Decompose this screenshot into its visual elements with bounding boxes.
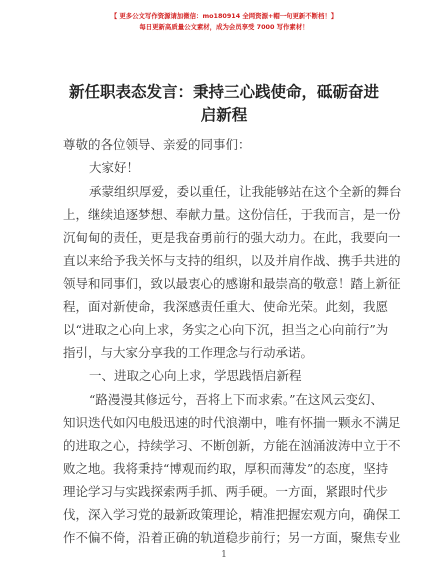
document-title-line-1: 新任职表态发言：秉持三心践使命，砥砺奋进 [68,83,379,101]
section-heading: 一、进取之心向上求，学思践悟启新程 [89,368,302,383]
paragraph-1-line: 上，继续追逐梦想、奉献力量。这份信任，于我而言，是一份 [63,207,401,222]
greeting: 大家好！ [89,160,140,175]
paragraph-2-line: 伐，深入学习党的最新政策理论，精准把握宏观方向，确保工 [63,507,401,522]
salutation: 尊敬的各位领导、亲爱的同事们： [63,137,251,152]
paragraph-2-line: 知识迭代如闪电般迅速的时代浪潮中，唯有怀揣一颗永不满足 [63,415,401,430]
paragraph-1-line: 程，面对新使命，我深感责任重大、使命光荣。此刻，我愿 [63,299,389,314]
paragraph-1-line: 领导和同事们，致以最衷心的感谢和最崇高的敬意！踏上新征 [63,276,401,291]
paragraph-1-line: 以“进取之心向上求，务实之心向下沉，担当之心向前行”为 [63,322,389,337]
page-number: 1 [221,550,227,560]
paragraph-1-line: 沉甸甸的责任，更是我奋勇前行的强大动力。在此，我要向一 [63,230,401,245]
paragraph-2-line: 败之地。我将秉持“博观而约取，厚积而薄发”的态度，坚持 [63,461,389,476]
promo-banner-line-2: 每日更新高质量公文素材，成为会员享受 7000 写作素材！ [139,23,309,31]
paragraph-2-line: 的进取之心，持续学习、不断创新，方能在汹涌波涛中立于不 [63,438,401,453]
paragraph-2-line: 作不偏不倚，沿着正确的轨道稳步前行；另一方面，聚焦专业 [63,530,401,545]
document-title-line-2: 启新程 [200,106,248,124]
paragraph-1-line: 指引，与大家分享我的工作理念与行动承诺。 [63,345,314,360]
paragraph-1-line: 承蒙组织厚爱，委以重任，让我能够站在这个全新的舞台 [89,184,402,199]
paragraph-2-line: 理论学习与实践探索两手抓、两手硬。一方面，紧跟时代步 [63,484,389,499]
paragraph-1-line: 直以来给予我关怀与支持的组织，以及并肩作战、携手共进的 [63,253,401,268]
paragraph-2-line: “路漫漫其修远兮，吾将上下而求索。”在这风云变幻、 [89,392,384,407]
promo-banner-line-1: 【 更多公文写作资源请加微信：mo180914 全网资源+帽一句更新不断档！】 [110,12,338,20]
